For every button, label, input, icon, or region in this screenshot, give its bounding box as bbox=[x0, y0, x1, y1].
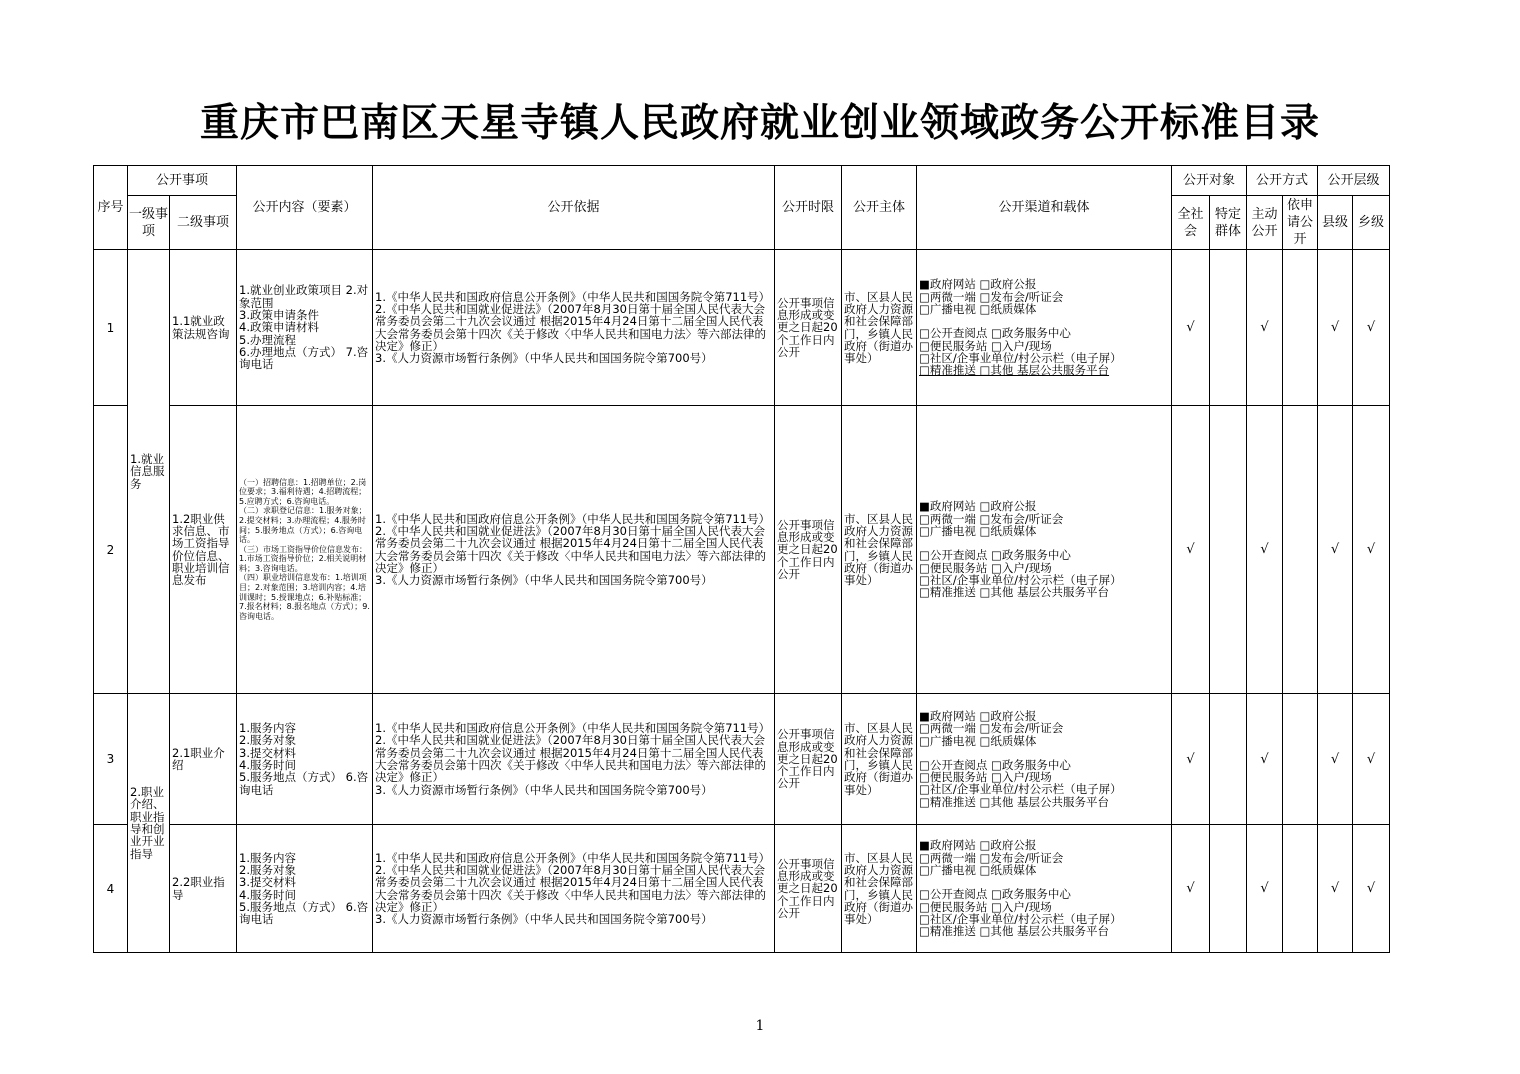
table-row bbox=[94, 694, 1390, 825]
content-line: 5.服务地点（方式） 6.咨询电话 bbox=[239, 899, 369, 927]
content-line: 3.提交材料 bbox=[239, 745, 296, 760]
row-time: 公开事项信息形成或变更之日起20个工作日内公开 bbox=[775, 694, 842, 825]
row-channels bbox=[917, 825, 1172, 953]
check-specific bbox=[1210, 406, 1247, 694]
content-line: 2.服务对象 bbox=[239, 733, 296, 748]
row-seq: 3 bbox=[94, 694, 128, 825]
check-request bbox=[1283, 694, 1318, 825]
row-content bbox=[237, 825, 373, 953]
row-time: 公开事项信息形成或变更之日起20个工作日内公开 bbox=[775, 825, 842, 953]
basis-line: 1.《中华人民共和国政府信息公开条例》（中华人民共和国国务院令第711号） bbox=[375, 850, 771, 865]
header-row-1 bbox=[94, 166, 1390, 196]
header-items: 公开事项 bbox=[128, 166, 237, 196]
content-line: 5.办理流程 bbox=[239, 332, 296, 347]
content-line: 5.服务地点（方式） 6.咨询电话 bbox=[239, 770, 369, 797]
check-township: √ bbox=[1353, 694, 1390, 825]
row-level2: 2.1职业介绍 bbox=[170, 694, 237, 825]
row-time: 公开事项信息形成或变更之日起20个工作日内公开 bbox=[775, 406, 842, 694]
channel-line: □精准推送 □其他 基层公共服务平台 bbox=[919, 363, 1110, 378]
content-line: 3.提交材料 bbox=[239, 875, 296, 890]
row-seq: 4 bbox=[94, 825, 128, 953]
basis-line: 1.《中华人民共和国政府信息公开条例》（中华人民共和国国务院令第711号） bbox=[375, 721, 771, 736]
channel-line: □两微一端 □发布会/听证会 bbox=[919, 850, 1064, 865]
header-target-all: 全社会 bbox=[1172, 196, 1210, 250]
table-row bbox=[94, 406, 1390, 694]
disclosure-table bbox=[93, 165, 1390, 953]
header-level1: 一级事项 bbox=[128, 196, 170, 250]
check-township: √ bbox=[1353, 250, 1390, 406]
header-method-active: 主动公开 bbox=[1247, 196, 1283, 250]
basis-line: 2.《中华人民共和国就业促进法》（2007年8月30日第十届全国人民代表大会常务委员会第二十九次会议通过 根据2015年4月24日第十二届全国人民代表大会常务委员会第十四次《关于修改〈中华人民共和国电力法〉等六部法律的决定》修正） bbox=[375, 862, 767, 914]
channel-line: □公开查阅点 □政务服务中心 bbox=[919, 757, 1071, 772]
channel-line: □社区/企事业单位/村公示栏（电子屏） bbox=[919, 782, 1122, 797]
channel-line: □两微一端 □发布会/听证会 bbox=[919, 511, 1064, 526]
row-subject: 市、区县人民政府人力资源和社会保障部门，乡镇人民政府（街道办事处） bbox=[842, 250, 917, 406]
check-township: √ bbox=[1353, 825, 1390, 953]
content-line: 4.服务时间 bbox=[239, 758, 296, 772]
header-content: 公开内容（要素） bbox=[237, 166, 373, 250]
check-request bbox=[1283, 825, 1318, 953]
channel-line: □广播电视 □纸质媒体 bbox=[919, 524, 1037, 539]
check-county: √ bbox=[1318, 250, 1353, 406]
content-line: 1.就业创业政策项目 2.对象范围 bbox=[239, 283, 369, 310]
check-active: √ bbox=[1247, 250, 1283, 406]
row-subject: 市、区县人民政府人力资源和社会保障部门，乡镇人民政府（街道办事处） bbox=[842, 825, 917, 953]
row-subject: 市、区县人民政府人力资源和社会保障部门，乡镇人民政府（街道办事处） bbox=[842, 406, 917, 694]
channel-line: □精准推送 □其他 基层公共服务平台 bbox=[919, 585, 1110, 600]
content-line: 1.服务内容 bbox=[239, 850, 296, 865]
row-seq: 1 bbox=[94, 250, 128, 406]
row-content bbox=[237, 694, 373, 825]
row-basis bbox=[373, 406, 775, 694]
channel-line: □广播电视 □纸质媒体 bbox=[919, 733, 1037, 748]
content-line: 1.服务内容 bbox=[239, 721, 296, 736]
channel-line: □社区/企事业单位/村公示栏（电子屏） bbox=[919, 572, 1122, 587]
check-specific bbox=[1210, 825, 1247, 953]
group-level1: 1.就业信息服务 bbox=[128, 250, 170, 694]
check-active: √ bbox=[1247, 694, 1283, 825]
group-level1: 2.职业介绍、职业指导和创业开业指导 bbox=[128, 694, 170, 953]
channel-line: □便民服务站 □入户/现场 bbox=[919, 899, 1052, 914]
channel-line: □便民服务站 □入户/现场 bbox=[919, 770, 1052, 785]
channel-line: □公开查阅点 □政务服务中心 bbox=[919, 548, 1071, 563]
channel-line: □社区/企事业单位/村公示栏（电子屏） bbox=[919, 911, 1122, 926]
page-number: 1 bbox=[755, 1018, 765, 1034]
content-line: 4.服务时间 bbox=[239, 887, 296, 902]
check-all: √ bbox=[1172, 406, 1210, 694]
header-target: 公开对象 bbox=[1172, 166, 1247, 196]
check-all: √ bbox=[1172, 694, 1210, 825]
row-channels bbox=[917, 250, 1172, 406]
row-time: 公开事项信息形成或变更之日起20个工作日内公开 bbox=[775, 250, 842, 406]
channel-line: □广播电视 □纸质媒体 bbox=[919, 302, 1037, 317]
content-line: 3.政策申请条件 bbox=[239, 308, 319, 323]
row-channels bbox=[917, 694, 1172, 825]
header-method-request: 依申请公开 bbox=[1283, 196, 1318, 250]
header-time: 公开时限 bbox=[775, 166, 842, 250]
basis-line: 1.《中华人民共和国政府信息公开条例》（中华人民共和国国务院令第711号） bbox=[375, 289, 771, 304]
channel-line: □两微一端 □发布会/听证会 bbox=[919, 721, 1064, 736]
row-level2: 1.2职业供求信息、市场工资指导价位信息、职业培训信息发布 bbox=[170, 406, 237, 694]
header-method: 公开方式 bbox=[1247, 166, 1318, 196]
table-row bbox=[94, 250, 1390, 406]
check-all: √ bbox=[1172, 825, 1210, 953]
basis-line: 3.《人力资源市场暂行条例》（中华人民共和国国务院令第700号） bbox=[375, 351, 713, 366]
channel-line: □广播电视 □纸质媒体 bbox=[919, 863, 1037, 878]
header-level: 公开层级 bbox=[1318, 166, 1390, 196]
check-county: √ bbox=[1318, 406, 1353, 694]
header-subject: 公开主体 bbox=[842, 166, 917, 250]
check-township: √ bbox=[1353, 406, 1390, 694]
basis-line: 3.《人力资源市场暂行条例》（中华人民共和国国务院令第700号） bbox=[375, 573, 713, 588]
header-level2: 二级事项 bbox=[170, 196, 237, 250]
header-level-county: 县级 bbox=[1318, 196, 1353, 250]
channel-line: □精准推送 □其他 基层公共服务平台 bbox=[919, 794, 1110, 809]
row-content bbox=[237, 250, 373, 406]
header-basis: 公开依据 bbox=[373, 166, 775, 250]
channel-line: □便民服务站 □入户/现场 bbox=[919, 338, 1052, 353]
row-subject: 市、区县人民政府人力资源和社会保障部门，乡镇人民政府（街道办事处） bbox=[842, 694, 917, 825]
channel-line: □公开查阅点 □政务服务中心 bbox=[919, 326, 1071, 341]
check-request bbox=[1283, 406, 1318, 694]
check-request bbox=[1283, 250, 1318, 406]
row-channels bbox=[917, 406, 1172, 694]
row-content bbox=[237, 406, 373, 694]
channel-line: ■政府网站 □政府公报 bbox=[919, 838, 1037, 853]
basis-line: 1.《中华人民共和国政府信息公开条例》（中华人民共和国国务院令第711号） bbox=[375, 511, 771, 526]
check-active: √ bbox=[1247, 406, 1283, 694]
row-level2: 1.1就业政策法规咨询 bbox=[170, 250, 237, 406]
page-title: 重庆市巴南区天星寺镇人民政府就业创业领域政务公开标准目录 bbox=[199, 100, 1320, 146]
channel-line: □精准推送 □其他 基层公共服务平台 bbox=[919, 924, 1110, 939]
channel-line: ■政府网站 □政府公报 bbox=[919, 277, 1037, 292]
basis-line: 2.《中华人民共和国就业促进法》（2007年8月30日第十届全国人民代表大会常务委员会第二十九次会议通过 根据2015年4月24日第十二届全国人民代表大会常务委员会第十四次《关于修改〈中华人民共和国电力法〉等六部法律的决定》修正） bbox=[375, 523, 767, 575]
row-seq: 2 bbox=[94, 406, 128, 694]
basis-line: 3.《人力资源市场暂行条例》（中华人民共和国国务院令第700号） bbox=[375, 782, 713, 797]
check-specific bbox=[1210, 250, 1247, 406]
row-level2: 2.2职业指导 bbox=[170, 825, 237, 953]
table-row bbox=[94, 825, 1390, 953]
row-basis bbox=[373, 250, 775, 406]
check-county: √ bbox=[1318, 694, 1353, 825]
check-all: √ bbox=[1172, 250, 1210, 406]
check-active: √ bbox=[1247, 825, 1283, 953]
content-line: （一）招聘信息：1.招聘单位；2.岗位要求；3.福利待遇；4.招聘流程；5.应聘方式；6.咨询电话。 bbox=[239, 477, 367, 506]
content-line: （三）市场工资指导价位信息发布：1.市场工资指导价位；2.相关说明材料；3.咨询电话。 bbox=[239, 544, 368, 573]
channel-line: □两微一端 □发布会/听证会 bbox=[919, 289, 1064, 304]
row-basis bbox=[373, 694, 775, 825]
content-line: 6.办理地点（方式） 7.咨询电话 bbox=[239, 344, 369, 372]
content-line: （四）职业培训信息发布：1.培训项目；2.对象范围；3.培训内容；4.培训课时；5.授课地点；6.补贴标准；7.报名材料；8.报名地点（方式）；9.咨询电话。 bbox=[239, 573, 370, 621]
header-seq: 序号 bbox=[94, 166, 128, 250]
header-channel: 公开渠道和载体 bbox=[917, 166, 1172, 250]
channel-line: □便民服务站 □入户/现场 bbox=[919, 560, 1052, 575]
check-county: √ bbox=[1318, 825, 1353, 953]
channel-line: □公开查阅点 □政务服务中心 bbox=[919, 887, 1071, 902]
channel-line: ■政府网站 □政府公报 bbox=[919, 499, 1037, 514]
basis-line: 3.《人力资源市场暂行条例》（中华人民共和国国务院令第700号） bbox=[375, 912, 713, 927]
header-target-specific: 特定群体 bbox=[1210, 196, 1247, 250]
check-specific bbox=[1210, 694, 1247, 825]
content-line: 2.服务对象 bbox=[239, 862, 296, 877]
basis-line: 2.《中华人民共和国就业促进法》（2007年8月30日第十届全国人民代表大会常务委员会第二十九次会议通过 根据2015年4月24日第十二届全国人民代表大会常务委员会第十四次《关于修改〈中华人民共和国电力法〉等六部法律的决定》修正） bbox=[375, 733, 767, 785]
row-basis bbox=[373, 825, 775, 953]
channel-line: ■政府网站 □政府公报 bbox=[919, 708, 1037, 723]
basis-line: 2.《中华人民共和国就业促进法》（2007年8月30日第十届全国人民代表大会常务委员会第二十九次会议通过 根据2015年4月24日第十二届全国人民代表大会常务委员会第十四次《关于修改〈中华人民共和国电力法〉等六部法律的决定》修正） bbox=[375, 301, 767, 353]
channel-line: □社区/企事业单位/村公示栏（电子屏） bbox=[919, 350, 1122, 365]
header-level-township: 乡级 bbox=[1353, 196, 1390, 250]
content-line: 4.政策申请材料 bbox=[239, 320, 319, 335]
content-line: （二）求职登记信息：1.服务对象；2.提交材料；3.办理流程；4.服务时间；5.服务地点（方式）；6.咨询电话。 bbox=[239, 506, 367, 545]
